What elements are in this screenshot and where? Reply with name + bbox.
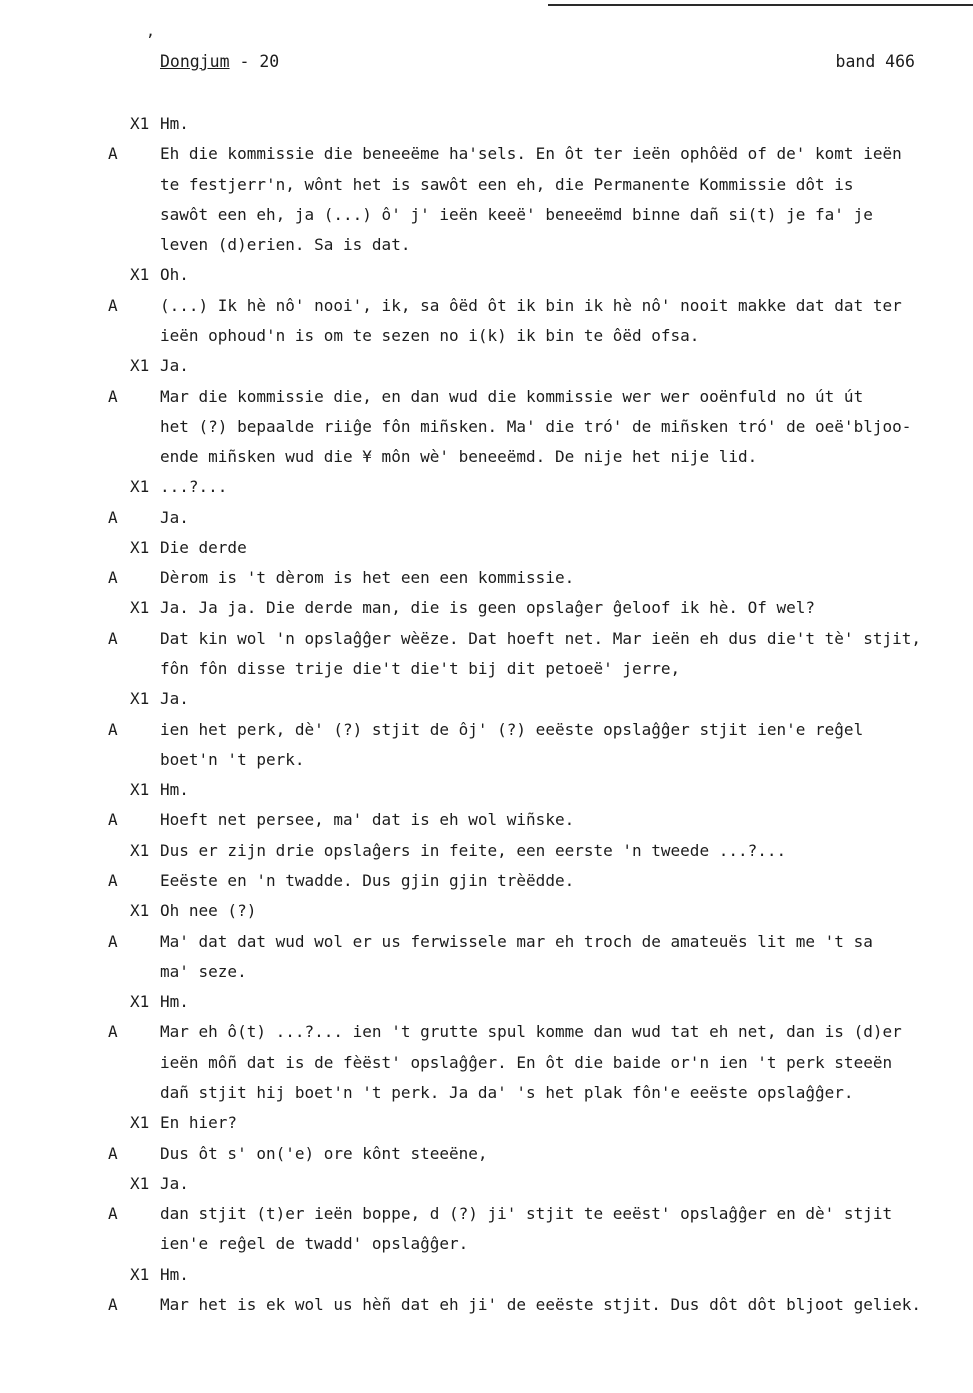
speaker-label: X1	[130, 598, 150, 617]
utterance-text: Dus ôt s' on('e) ore kônt steeëne,	[160, 1144, 488, 1163]
speaker-label: A	[108, 720, 118, 739]
speaker-label: X1	[130, 689, 150, 708]
utterance-text: Hm.	[160, 780, 189, 799]
speaker-label: A	[108, 296, 118, 315]
transcript-line	[0, 385, 973, 409]
transcript-line	[0, 475, 973, 499]
utterance-text: Eh die kommissie die beneeëme ha'sels. En ôt ter ieën ophôëd of de' komt ieën	[160, 144, 902, 163]
speaker-label: X1	[130, 477, 150, 496]
transcript-line	[0, 748, 973, 772]
speaker-label: A	[108, 810, 118, 829]
transcript-line	[0, 1293, 973, 1317]
utterance-text: Hm.	[160, 992, 189, 1011]
utterance-text: ien het perk, dè' (?) stjit de ôj' (?) eeëste opslaĝĝer stjit ien'e reĝel	[160, 720, 864, 739]
utterance-text: Hm.	[160, 114, 189, 133]
transcript-line	[0, 808, 973, 832]
transcript-line	[0, 536, 973, 560]
utterance-text: ma' seze.	[160, 962, 247, 981]
transcript-line	[0, 718, 973, 742]
speaker-label: X1	[130, 841, 150, 860]
transcript-line	[0, 263, 973, 287]
speaker-label: A	[108, 629, 118, 648]
transcript-line	[0, 112, 973, 136]
utterance-text: dan stjit (t)er ieën boppe, d (?) ji' stjit te eeëst' opslaĝĝer en dè' stjit	[160, 1204, 893, 1223]
utterance-text: Ja. Ja ja. Die derde man, die is geen opslaĝer ĝeloof ik hè. Of wel?	[160, 598, 816, 617]
transcript-line	[0, 657, 973, 681]
transcript-line	[0, 354, 973, 378]
header-separator: -	[229, 52, 260, 71]
utterance-text: sawôt een eh, ja (...) ô' j' ieën keeë' beneeëmd binne dañ si(t) je fa' je	[160, 205, 873, 224]
speaker-label: A	[108, 1295, 118, 1314]
utterance-text: fôn fôn disse trije die't die't bij dit petoeë' jerre,	[160, 659, 681, 678]
utterance-text: Dus er zijn drie opslaĝers in feite, een eerste 'n tweede ...?...	[160, 841, 787, 860]
utterance-text: ende miñsken wud die ¥ môn wè' beneeëmd. De nije het nije lid.	[160, 447, 758, 466]
transcript-line	[0, 506, 973, 530]
speaker-label: X1	[130, 1113, 150, 1132]
transcript-line	[0, 899, 973, 923]
transcript-line	[0, 233, 973, 257]
speaker-label: X1	[130, 356, 150, 375]
speaker-label: X1	[130, 992, 150, 1011]
speaker-label: X1	[130, 901, 150, 920]
speaker-label: A	[108, 1144, 118, 1163]
speaker-label: A	[108, 932, 118, 951]
top-mark: ,	[146, 22, 156, 40]
utterance-text: Ja.	[160, 689, 189, 708]
speaker-label: A	[108, 508, 118, 527]
utterance-text: Mar die kommissie die, en dan wud die kommissie wer wer ooënfuld no út út	[160, 387, 864, 406]
transcript-line	[0, 566, 973, 590]
speaker-label: A	[108, 1022, 118, 1041]
speaker-label: A	[108, 387, 118, 406]
speaker-label: X1	[130, 780, 150, 799]
utterance-text: Die derde	[160, 538, 247, 557]
speaker-label: A	[108, 568, 118, 587]
transcript-line	[0, 778, 973, 802]
header-band: band 466	[835, 52, 915, 71]
utterance-text: Hoeft net persee, ma' dat is eh wol wiñske.	[160, 810, 575, 829]
transcript-line	[0, 839, 973, 863]
utterance-text: Oh nee (?)	[160, 901, 257, 920]
header-title: Dongjum	[160, 52, 230, 71]
utterance-text: Eeëste en 'n twadde. Dus gjin gjin trèëdde.	[160, 871, 575, 890]
utterance-text: dañ stjit hij boet'n 't perk. Ja da' 's het plak fôn'e eeëste opslaĝĝer.	[160, 1083, 854, 1102]
utterance-text: boet'n 't perk.	[160, 750, 305, 769]
speaker-label: A	[108, 1204, 118, 1223]
page-header-left	[160, 52, 279, 71]
transcript-line	[0, 445, 973, 469]
transcript-line	[0, 415, 973, 439]
speaker-label: X1	[130, 538, 150, 557]
utterance-text: Dèrom is 't dèrom is het een een kommissie.	[160, 568, 575, 587]
utterance-text: ...?...	[160, 477, 228, 496]
transcript-line	[0, 203, 973, 227]
utterance-text: ien'e reĝel de twadd' opslaĝĝer.	[160, 1234, 469, 1253]
transcript-line	[0, 1202, 973, 1226]
transcript-line	[0, 142, 973, 166]
transcript-line	[0, 990, 973, 1014]
top-rule	[548, 4, 973, 6]
speaker-label: X1	[130, 265, 150, 284]
utterance-text: ieën ophoud'n is om te sezen no i(k) ik bin te ôëd ofsa.	[160, 326, 700, 345]
utterance-text: Mar het is ek wol us hèñ dat eh ji' de eeëste stjit. Dus dôt dôt bljoot geliek.	[160, 1295, 921, 1314]
utterance-text: (...) Ik hè nô' nooi', ik, sa ôëd ôt ik bin ik hè nô' nooit makke dat dat ter	[160, 296, 902, 315]
utterance-text: En hier?	[160, 1113, 238, 1132]
utterance-text: Ja.	[160, 356, 189, 375]
transcript-line	[0, 1172, 973, 1196]
utterance-text: Hm.	[160, 1265, 189, 1284]
speaker-label: X1	[130, 1174, 150, 1193]
utterance-text: leven (d)erien. Sa is dat.	[160, 235, 411, 254]
transcript-line	[0, 596, 973, 620]
transcript-line	[0, 960, 973, 984]
speaker-label: A	[108, 871, 118, 890]
transcript-line	[0, 1081, 973, 1105]
transcript-line	[0, 930, 973, 954]
transcript-line	[0, 1020, 973, 1044]
speaker-label: X1	[130, 114, 150, 133]
utterance-text: Ja.	[160, 1174, 189, 1193]
utterance-text: Ma' dat dat wud wol er us ferwisselе mar eh troch de amateuës lit me 't sa	[160, 932, 873, 951]
transcript-line	[0, 1142, 973, 1166]
utterance-text: het (?) bepaalde riiĝe fôn miñsken. Ma' die tró' de miñsken tró' de oeë'bljoo-	[160, 417, 912, 436]
transcript-line	[0, 1051, 973, 1075]
transcript-line	[0, 324, 973, 348]
transcript-line	[0, 1111, 973, 1135]
transcript-line	[0, 173, 973, 197]
speaker-label: A	[108, 144, 118, 163]
utterance-text: Ja.	[160, 508, 189, 527]
transcript-line	[0, 869, 973, 893]
transcript-line	[0, 1263, 973, 1287]
utterance-text: Oh.	[160, 265, 189, 284]
transcript-line	[0, 627, 973, 651]
transcript-line	[0, 294, 973, 318]
transcript-line	[0, 1232, 973, 1256]
transcript-line	[0, 687, 973, 711]
utterance-text: Mar eh ô(t) ...?... ien 't grutte spul komme dan wud tat eh net, dan is (d)er	[160, 1022, 902, 1041]
utterance-text: Dat kin wol 'n opslaĝĝer wèëze. Dat hoeft net. Mar ieën eh dus die't tè' stjit,	[160, 629, 921, 648]
header-page-number: 20	[259, 52, 280, 71]
utterance-text: te festjerr'n, wônt het is sawôt een eh, die Permanente Kommissie dôt is	[160, 175, 854, 194]
utterance-text: ieën môñ dat is de fèëst' opslaĝĝer. En ôt die baide or'n ien 't perk steeën	[160, 1053, 893, 1072]
speaker-label: X1	[130, 1265, 150, 1284]
